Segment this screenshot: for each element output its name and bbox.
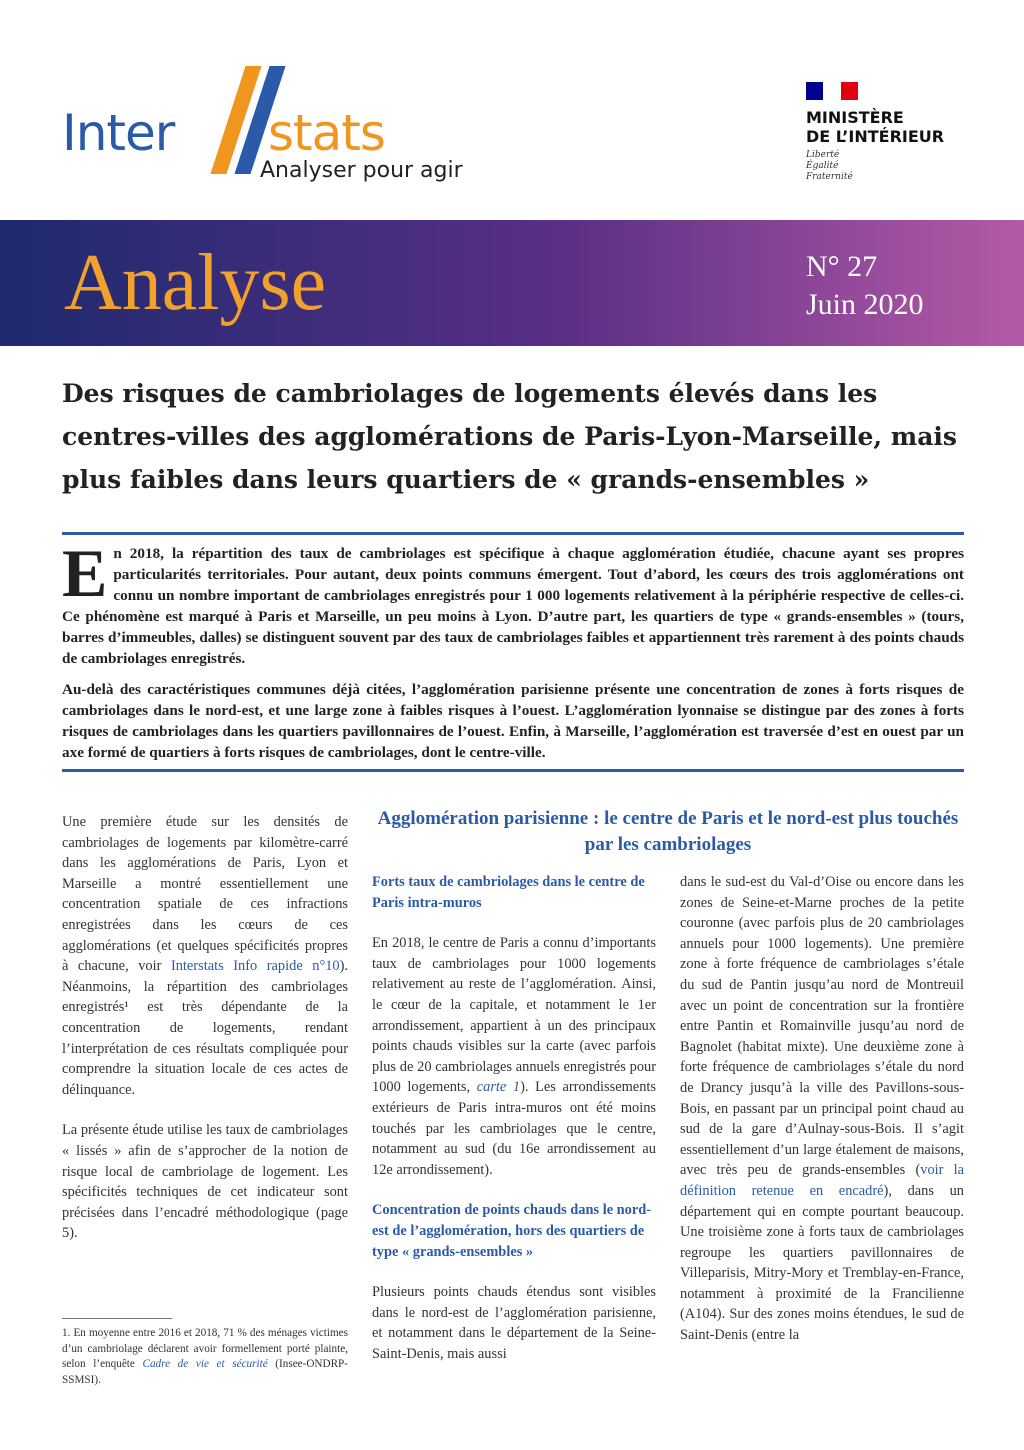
footnote-divider [62, 1318, 172, 1319]
issue-number: N° 27 [806, 250, 878, 283]
motto-liberte: Liberté [806, 150, 840, 160]
intro-paragraph [62, 812, 348, 1100]
intro-text-a: Une première étude sur les densités de cambriolages de logements par kilomètre-carré dans les agglomérations de Paris, Lyon et Marseille a montré essentiellement une concentration spatiale de ces infractions enregistrées dans les cœurs de ces agglomérations (et quelques spécificités propres à chacune, voir [62, 814, 348, 975]
ministry-line2: DE L’INTÉRIEUR [806, 127, 945, 146]
ministry-line1: MINISTÈRE [806, 108, 904, 127]
intro-text-b: ). Néanmoins, la répartition des cambriolages enregistrés¹ est très dépendante de la concentration de logements, rendant l’interprétation de ces résultats compliquée pour comprendre la situation locale de ces actes de délinquance. [62, 958, 348, 1098]
definition-link[interactable]: voir la définition retenue en encadré [680, 1162, 964, 1199]
map-1-link[interactable]: carte 1 [476, 1079, 521, 1096]
footnote-text-b: (Insee-ONDRP-SSMSI). [62, 1358, 349, 1386]
french-flag-icon [806, 82, 858, 100]
paris-text-a: En 2018, le centre de Paris a connu d’importants taux de cambriolages pour 1000 logements relativement au reste de l’agglomération. Ainsi, le cœur de la capitale, et notamment le 1er arrondissement, appartient à un des principaux points chauds visibles sur la carte (avec parfois plus de 20 cambriolages annuels enregistrés pour 1000 logements, [372, 935, 656, 1096]
method-paragraph: La présente étude utilise les taux de cambriolages « lissés » afin de s’approcher de la notion de risque local de cambriolage de logement. Les spécificités techniques de cet indicateur sont précisées dans l’encadré méthodologique (page 5). [62, 1122, 348, 1242]
republic-motto [806, 150, 976, 183]
subheading-paris-center: Forts taux de cambriolages dans le centre de Paris intra-muros [372, 874, 645, 911]
interstats-info-link[interactable]: Interstats Info rapide n°10 [170, 958, 340, 975]
summary-text-1: n 2018, la répartition des taux de cambriolages est spécifique à chaque agglomération étudiée, chacune ayant ses propres particularités territoriales. Pour autant, deux points communs émergent. Tout d’abord, les cœurs des trois agglomérations ont connu un nombre important de cambriolages enregistrés pour 1 000 logements relativement à la périphérie respective de celles-ci. Ce phénomène est marqué à Paris et Marseille, un peu moins à Lyon. D’autre part, les quartiers de type « grands-ensembles » (tours, barres d’immeubles, dalles) se distinguent souvent par des taux de cambriolages faibles et appartiennent très rarement à des points chauds de cambriolages enregistrés. [62, 545, 964, 667]
issue-date: Juin 2020 [806, 288, 924, 321]
survey-link[interactable]: Cadre de vie et sécurité [142, 1358, 268, 1370]
analyse-banner [0, 220, 1024, 346]
summary-box [62, 532, 964, 772]
summary-paragraph-1 [62, 535, 964, 669]
paris-center-paragraph [372, 933, 656, 1180]
col3-text-a: dans le sud-est du Val-d’Oise ou encore dans les zones de Seine-et-Marne proches de la petite couronne (avec parfois plus de 20 cambriolages annuels pour 1000 logements). Une première zone à forte fréquence de cambriolages s’étale du sud de Pantin jusqu’au nord de Montreuil avec un point de concentration sur la frontière entre Pantin et Romainville jusqu’au nord de Bagnolet (habitat mixte). Une deuxième zone à forte fréquence de cambriolages s’étale du nord de Drancy jusqu’à la ville des Pavillons-sous-Bois, en passant par un principal point chaud au sud de la gare d’Aulnay-sous-Bois. Il s’agit essentiellement d’un large étalement de maisons, avec très peu de grands-ensembles ( [680, 874, 964, 1179]
logo-tagline: Analyser pour agir [260, 158, 463, 183]
body-column-1 [62, 812, 348, 1244]
footnote-text-a: 1. En moyenne entre 2016 et 2018, 71 % des ménages victimes d’un cambriolage déclarent avoir formellement porté plainte, selon l’enquête [62, 1327, 348, 1370]
paris-text-b: ). Les arrondissements extérieurs de Paris intra-muros ont été moins touchés par les cambriolages que le centre, notamment au sud (du 16e arrondissement au 12e arrondissement). [372, 1079, 656, 1178]
northeast-continued-paragraph [680, 872, 964, 1346]
section-title: Agglomération parisienne : le centre de Paris et le nord-est plus touchés par les cambriolages [377, 808, 959, 855]
banner-title: Analyse [64, 239, 327, 327]
summary-paragraph-2: Au-delà des caractéristiques communes déjà citées, l’agglomération parisienne présente une concentration de zones à forts risques de cambriolages dans le nord-est, et une large zone à faibles risques à l’ouest. L’agglomération lyonnaise se distingue par des zones à forts risques de cambriolages dans les quartiers pavillonnaires de l’ouest. Enfin, à Marseille, l’agglomération est traversée d’est en ouest par un axe formé de quartiers à forts risques de cambriolages, dont le centre-ville. [62, 681, 964, 761]
footnote-1 [62, 1326, 348, 1388]
interstats-logo [62, 62, 482, 192]
issue-info [806, 248, 924, 324]
motto-egalite: Égalité [806, 161, 839, 171]
northeast-paragraph: Plusieurs points chauds étendus sont visibles dans le nord-est de l’agglomération parisienne, et notamment dans le département de la Seine-Saint-Denis, mais aussi [372, 1284, 656, 1362]
ministry-logo [806, 82, 976, 183]
body-column-3 [680, 872, 964, 1346]
subheading-northeast: Concentration de points chauds dans le nord-est de l’agglomération, hors des quartiers de type « grands-ensembles » [372, 1202, 652, 1260]
col3-text-b: ), dans un département qui en compte pourtant beaucoup. Une troisième zone à forts taux de cambriolages regroupe les quartiers pavillonnaires de Villeparisis, Mitry-Mory et Tremblay-en-France, notamment à proximité de la Francilienne (A104). Sur des zones moins étendues, le sud de Saint-Denis (entre la [680, 1182, 964, 1344]
drop-cap: E [62, 535, 108, 611]
logo-stats-text: stats [268, 104, 385, 162]
ministry-name [806, 108, 976, 146]
page-title: Des risques de cambriolages de logements élevés dans les centres-villes des agglomérations de Paris-Lyon-Marseille, mais plus faibles dans leurs quartiers de « grands-ensembles » [62, 379, 958, 494]
body-column-2 [372, 872, 656, 1364]
logo-inter-text: Inter [62, 104, 175, 162]
motto-fraternite: Fraternité [806, 172, 853, 182]
